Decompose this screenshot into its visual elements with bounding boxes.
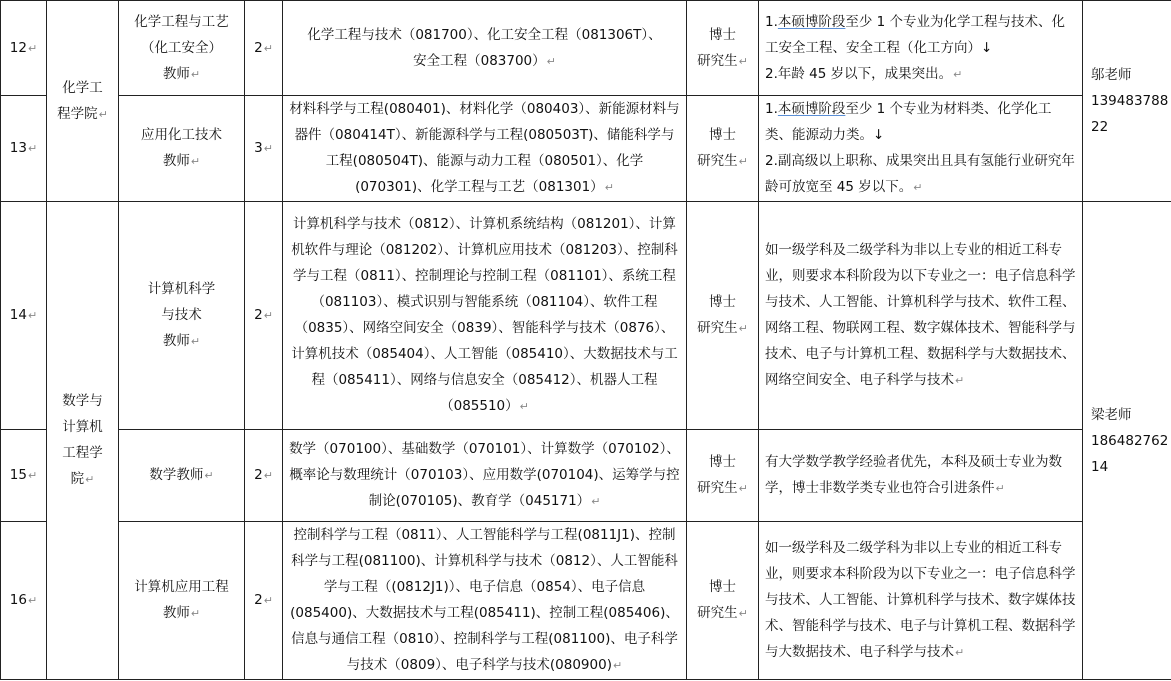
post-name: 应用化工技术 教师↵ — [119, 96, 245, 202]
post-name: 化学工程与工艺 （化工安全） 教师↵ — [119, 1, 245, 96]
paragraph-mark: ↵ — [190, 607, 201, 620]
underlined-phrase: 本硕博阶段 — [777, 13, 846, 30]
row-number: 15↵ — [1, 430, 47, 522]
table-row — [1, 1, 1171, 96]
paragraph-mark: ↵ — [612, 659, 623, 672]
paragraph-mark: ↵ — [190, 67, 201, 81]
headcount: 3↵ — [245, 96, 283, 202]
table-row — [1, 96, 1171, 202]
post-name: 计算机科学 与技术 教师↵ — [119, 202, 245, 430]
degree: 博士 研究生↵ — [687, 1, 759, 96]
degree: 博士 研究生↵ — [687, 522, 759, 680]
paragraph-mark: ↵ — [190, 155, 201, 168]
table-row — [1, 522, 1171, 680]
contact-phone: 186482762 14 — [1091, 432, 1169, 475]
paragraph-mark: ↵ — [263, 142, 273, 155]
row-number: 13↵ — [1, 96, 47, 202]
degree: 博士 研究生↵ — [687, 202, 759, 430]
requirements: 有大学数学教学经验者优先，本科及硕士专业为数学，博士非数学类专业也符合引进条件↵ — [759, 430, 1083, 522]
major-list: 控制科学与工程（0811）、人工智能科学与工程(0811J1)、控制科学与工程(081100)、计算机科学与技术（0812）、人工智能科学与工程（(0812J1)）、电子信息（0854）、电子信息(085400)、大数据技术与工程(085411)、控制工程(085406)、信息与通信工程（0810）、控制科学与工程(081100)、电子科学与技术（0809）、电子科学与技术(080900)↵ — [283, 522, 687, 680]
paragraph-mark: ↵ — [190, 335, 201, 348]
paragraph-mark: ↵ — [263, 469, 273, 482]
college-chem: 化学工 程学院↵ — [47, 1, 119, 202]
paragraph-mark: ↵ — [263, 594, 273, 607]
row-number: 12↵ — [1, 1, 47, 96]
paragraph-mark: ↵ — [738, 607, 748, 620]
paragraph-mark: ↵ — [263, 309, 273, 322]
contact-name: 梁老师 — [1091, 406, 1132, 423]
contact-chem — [1083, 1, 1171, 202]
contact-math — [1083, 202, 1171, 680]
paragraph-mark: ↵ — [27, 309, 38, 322]
headcount: 2↵ — [245, 202, 283, 430]
major-list: 计算机科学与技术（0812）、计算机系统结构（081201）、计算机软件与理论（081202）、计算机应用技术（081203）、控制科学与工程（0811）、控制理论与控制工程（081101）、系统工程（081103）、模式识别与智能系统（081104）、软件工程（0835）、网络空间安全（0839）、智能科学与技术（0876）、计算机技术（085404）、人工智能（085410）、大数据技术与工程（085411）、网络与信息安全（085412）、机器人工程（085510）↵ — [283, 202, 687, 430]
table-row — [1, 430, 1171, 522]
paragraph-mark: ↵ — [995, 482, 1005, 495]
major-list: 材料科学与工程(080401)、材料化学（080403）、新能源材料与器件（080414T）、新能源科学与工程(080503T)、储能科学与工程(080504T)、能源与动力工程（080501）、化学(070301)、化学工程与工艺（081301）↵ — [283, 96, 687, 202]
paragraph-mark: ↵ — [955, 646, 965, 659]
requirements: 1.本硕博阶段至少 1 个专业为材料类、化学化工类、能源动力类。↓ 2.副高级以上职称、成果突出且具有氢能行业研究年龄可放宽至 45 岁以下。↵ — [759, 96, 1083, 202]
paragraph-mark: ↵ — [591, 495, 601, 508]
requirements: 如一级学科及二级学科为非以上专业的相近工科专业，则要求本科阶段为以下专业之一：电子信息科学与技术、人工智能、计算机科学与技术、数字媒体技术、智能科学与技术、电子与计算机工程、数据科学与大数据技术、电子科学与技术↵ — [759, 522, 1083, 680]
row-number: 16↵ — [1, 522, 47, 680]
row-number: 14↵ — [1, 202, 47, 430]
requirements: 如一级学科及二级学科为非以上专业的相近工科专业，则要求本科阶段为以下专业之一：电子信息科学与技术、人工智能、计算机科学与技术、软件工程、网络工程、物联网工程、数字媒体技术、智能科学与技术、电子与计算机工程、数据科学与大数据技术、网络空间安全、电子科学与技术↵ — [759, 202, 1083, 430]
paragraph-mark: ↵ — [98, 107, 108, 121]
post-name: 计算机应用工程 教师↵ — [119, 522, 245, 680]
paragraph-mark: ↵ — [738, 155, 748, 168]
headcount: 2↵ — [245, 1, 283, 96]
paragraph-mark: ↵ — [913, 181, 923, 194]
paragraph-mark: ↵ — [738, 322, 748, 335]
major-list: 化学工程与技术（081700）、化工安全工程（081306T）、 安全工程（083700）↵ — [283, 1, 687, 96]
paragraph-mark: ↵ — [85, 473, 95, 486]
paragraph-mark: ↵ — [953, 67, 963, 81]
paragraph-mark: ↵ — [27, 469, 38, 482]
major-list: 数学（070100）、基础数学（070101）、计算数学（070102）、概率论与数理统计（070103）、应用数学(070104)、运筹学与控制论(070105)、教育学（045171）↵ — [283, 430, 687, 522]
contact-name: 邬老师 — [1091, 67, 1132, 83]
paragraph-mark: ↵ — [27, 142, 38, 155]
paragraph-mark: ↵ — [738, 54, 748, 68]
paragraph-mark: ↵ — [546, 54, 556, 68]
paragraph-mark: ↵ — [738, 482, 748, 495]
degree: 博士 研究生↵ — [687, 430, 759, 522]
paragraph-mark: ↵ — [27, 594, 38, 607]
requirements: 1.本硕博阶段至少 1 个专业为化学工程与技术、化工安全工程、安全工程（化工方向）↓ 2.年龄 45 岁以下，成果突出。↵ — [759, 1, 1083, 96]
headcount: 2↵ — [245, 522, 283, 680]
paragraph-mark: ↵ — [204, 469, 214, 482]
paragraph-mark: ↵ — [263, 41, 273, 55]
paragraph-mark: ↵ — [519, 400, 529, 413]
college-math: 数学与 计算机 工程学 院↵ — [47, 202, 119, 680]
table-row — [1, 202, 1171, 430]
contact-phone: 139483788 22 — [1091, 93, 1169, 135]
post-name: 数学教师↵ — [119, 430, 245, 522]
paragraph-mark: ↵ — [955, 374, 965, 387]
underlined-phrase: 本硕博阶段 — [777, 101, 846, 117]
degree: 博士 研究生↵ — [687, 96, 759, 202]
headcount: 2↵ — [245, 430, 283, 522]
paragraph-mark: ↵ — [604, 181, 614, 194]
paragraph-mark: ↵ — [27, 41, 38, 55]
